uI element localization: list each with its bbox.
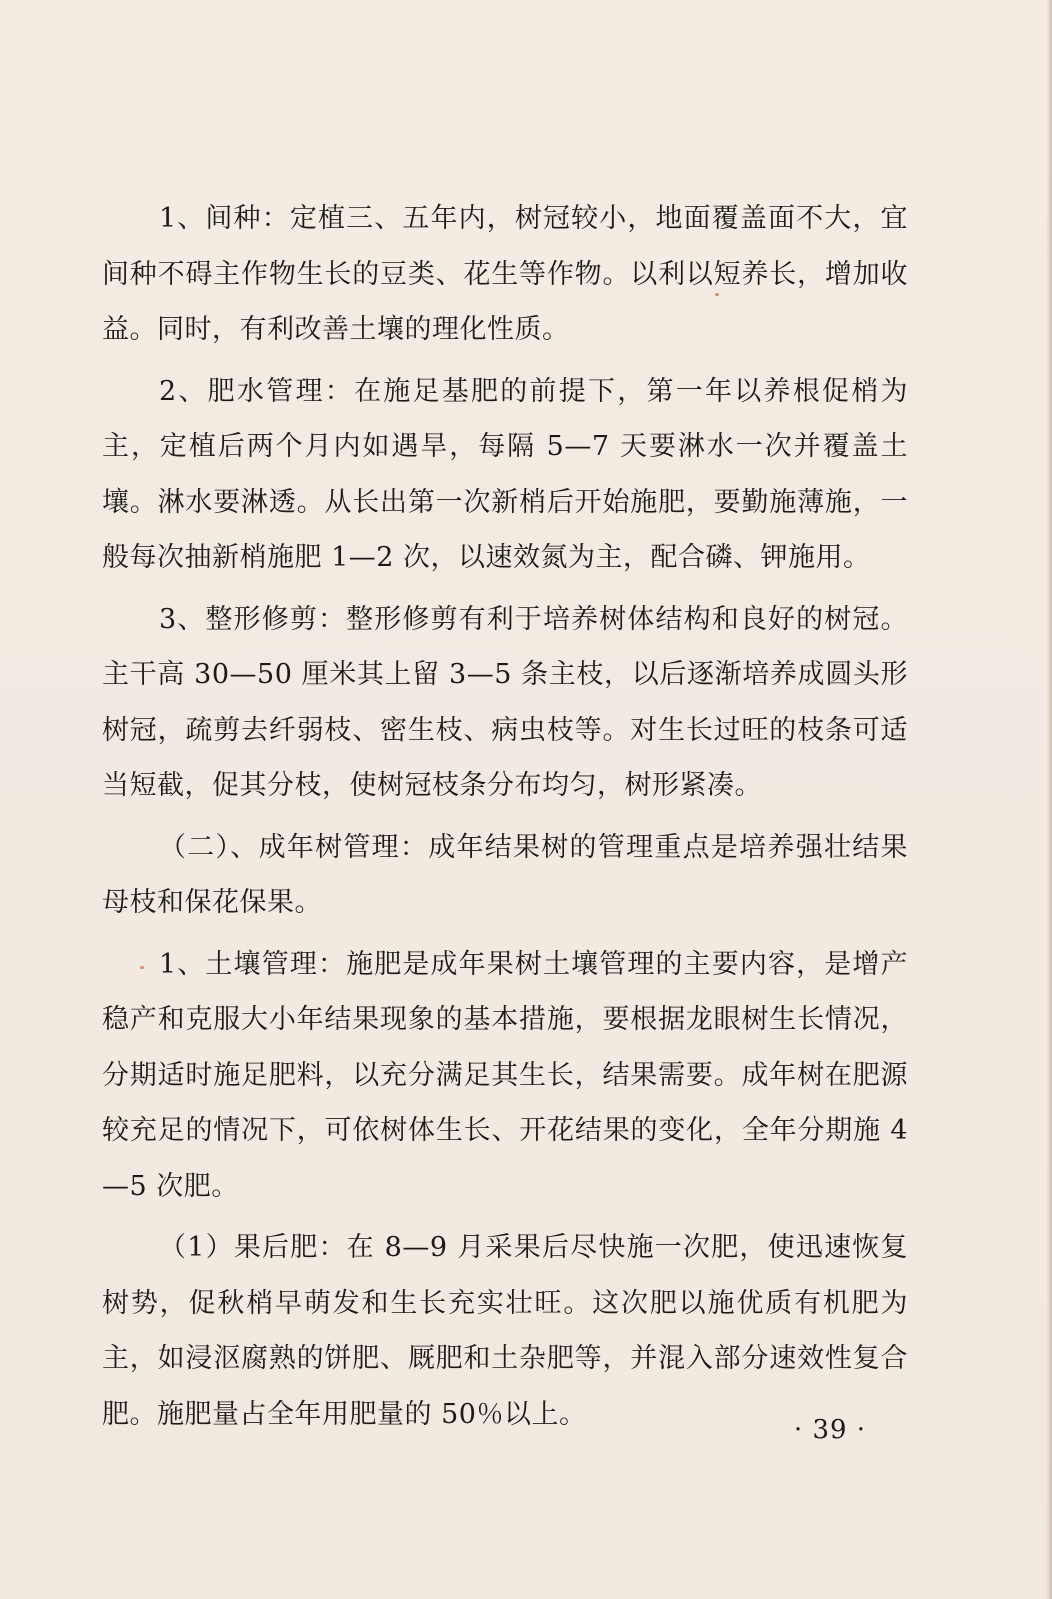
- paragraph-pruning: 3、整形修剪：整形修剪有利于培养树体结构和良好的树冠。主干高 30—50 厘米其上留 3—5 条主枝，以后逐渐培养成圆头形树冠，疏剪去纤弱枝、密生枝、病虫枝等。对生长过旺的枝条可适当短截，促其分枝，使树冠枝条分布均匀，树形紧凑。: [102, 603, 908, 801]
- paragraph-fertilizer-water: 2、肥水管理：在施足基肥的前提下，第一年以养根促梢为主，定植后两个月内如遇旱，每隔 5—7 天要淋水一次并覆盖土壤。淋水要淋透。从长出第一次新梢后开始施肥，要勤施薄施，一般每次抽新梢施肥 1—2 次，以速效氮为主，配合磷、钾施用。: [102, 375, 908, 573]
- page-edge-shadow: [1046, 0, 1052, 1599]
- paragraph-mature-tree-heading: （二）、成年树管理：成年结果树的管理重点是培养强壮结果母枝和保花保果。: [102, 831, 908, 918]
- paragraph-soil-management: 1、土壤管理：施肥是成年果树土壤管理的主要内容，是增产稳产和克服大小年结果现象的基本措施，要根据龙眼树生长情况，分期适时施足肥料，以充分满足其生长，结果需要。成年树在肥源较充足的情况下，可依树体生长、开花结果的变化，全年分期施 4—5 次肥。: [102, 948, 908, 1202]
- body-text: [102, 191, 908, 1448]
- paragraph-intercropping: 1、间种：定植三、五年内，树冠较小，地面覆盖面不大，宜间种不碍主作物生长的豆类、花生等作物。以利以短养长，增加收益。同时，有利改善土壤的理化性质。: [102, 203, 908, 345]
- ink-speck: [140, 966, 144, 969]
- ink-speck: [715, 293, 719, 296]
- paragraph-post-harvest-fertilizer: （1）果后肥：在 8—9 月采果后尽快施一次肥，使迅速恢复树势，促秋梢早萌发和生长充实壮旺。这次肥以施优质有机肥为主，如浸沤腐熟的饼肥、厩肥和土杂肥等，并混入部分速效性复合肥。施肥量占全年用肥量的 50％以上。: [102, 1232, 908, 1430]
- page-number: · 39 ·: [793, 1415, 867, 1445]
